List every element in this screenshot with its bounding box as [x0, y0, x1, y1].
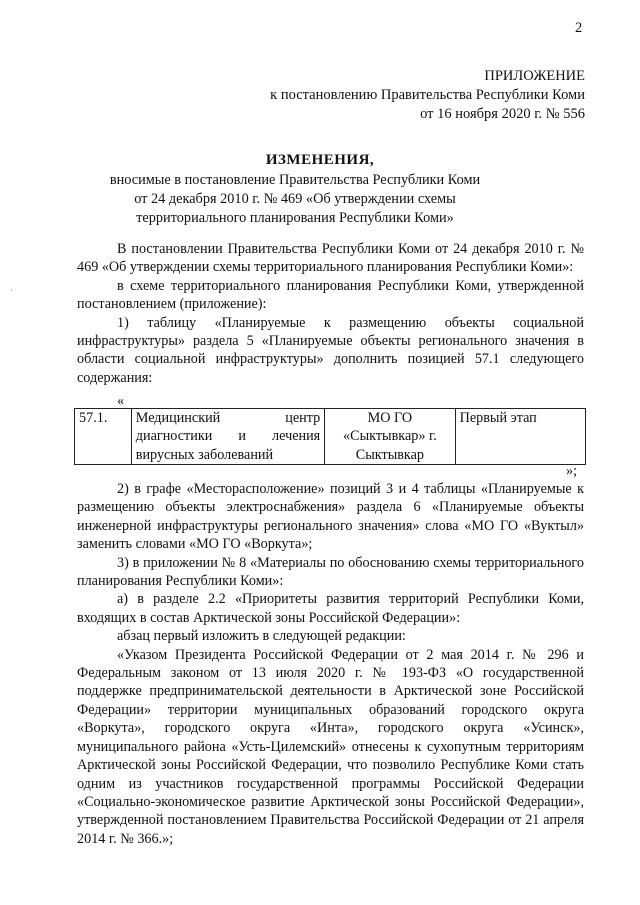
paragraph: 3) в приложении № 8 «Материалы по обоснованию схемы территориального планирования Республики Коми»:: [77, 554, 584, 590]
table-cell-name: Медицинский центр диагностики и лечения вирусных заболеваний: [131, 409, 324, 465]
paragraph: в схеме территориального планирования Республики Коми, утвержденной постановлением (приложение):: [77, 277, 584, 313]
paragraph: В постановлении Правительства Республики Коми от 24 декабря 2010 г. № 469 «Об утверждении схемы территориального планирования Республики Коми»:: [77, 241, 584, 276]
margin-mark: ·: [10, 285, 13, 295]
paragraph: 2) в графе «Месторасположение» позиций 3 и 4 таблицы «Планируемые к размещению объекты электроснабжения» раздела 6 «Планируемые объекты инженерной инфраструктуры регионального значения» слова «МО ГО «Вуктыл» заменить словами «МО ГО «Воркута»;: [77, 481, 584, 553]
table-cell-location: МО ГО «Сыктывкар» г. Сыктывкар: [325, 409, 455, 465]
paragraph: а) в разделе 2.2 «Приоритеты развития территорий Республики Коми, входящих в состав Арктической зоны Российской Федерации»:: [77, 591, 584, 626]
appendix-block: [270, 67, 585, 124]
close-quote: »;: [566, 463, 578, 479]
paragraph: «Указом Президента Российской Федерации от 2 мая 2014 г. № 296 и Федеральным законом от 13 июля 2020 г. № 193-ФЗ «О государственной поддержке предпринимательской деятельности в Арктической зоне Российской Федерации» территории муниципальных образований городского округа «Воркута», городского округа «Инта», городского округа «Усинск», муниципального района «Усть-Цилемский» отнесены к сухопутным территориям Арктической зоны Российской Федерации, что позволило Республике Коми стать одним из участников государственной программы Российской Федерации «Социально-экономическое развитие Арктической зоны Российской Федерации», утвержденной постановлением Правительства Российской Федерации от 21 апреля 2014 г. № 366.»;: [77, 646, 584, 847]
body-text-bottom: [77, 480, 584, 848]
body-text-top: [77, 240, 584, 387]
changes-subtitle: вносимые в постановление Правительства Республики Коми от 24 декабря 2010 г. № 469 «Об утверждении схемы территориального планирования Республики Коми»: [109, 172, 481, 226]
table-row: [75, 409, 586, 465]
position-table: [74, 408, 586, 465]
changes-heading: ИЗМЕНЕНИЯ,: [265, 152, 375, 168]
appendix-title: ПРИЛОЖЕНИЕ: [484, 68, 585, 84]
open-quote: «: [117, 393, 125, 409]
page-number: 2: [575, 20, 583, 36]
appendix-line-1: к постановлению Правительства Республики Коми: [270, 87, 585, 103]
appendix-line-2: от 16 ноября 2020 г. № 556: [420, 106, 585, 122]
table-cell-number: 57.1.: [75, 409, 132, 465]
paragraph: 1) таблицу «Планируемые к размещению объекты социальной инфраструктуры» раздела 5 «Планируемые объекты регионального значения в области социальной инфраструктуры» дополнить позицией 57.1 следующего содержания:: [77, 314, 584, 386]
table-cell-stage: Первый этап: [455, 409, 585, 465]
paragraph: абзац первый изложить в следующей редакции:: [117, 628, 406, 645]
